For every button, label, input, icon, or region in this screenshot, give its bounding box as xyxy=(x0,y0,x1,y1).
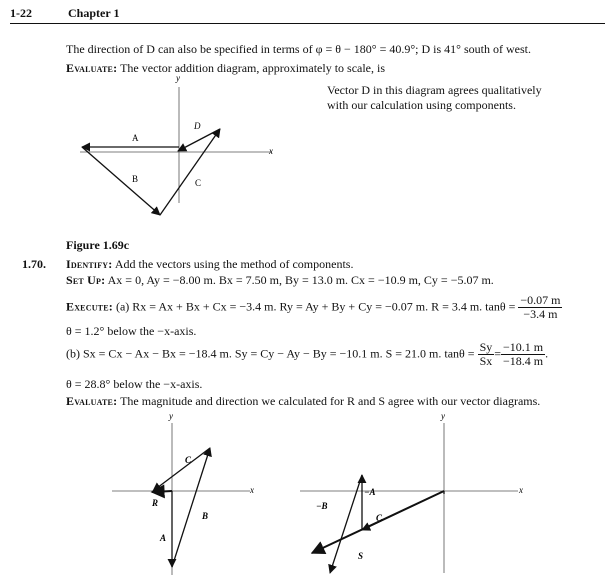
execute-line-b: (b) Sx = Cx − Ax − Bx = −18.4 m. Sy = Cy − Ay − By = −10.1 m. S = 21.0 m. tanθ = $\frac{Sy}{Sx}$ = $\frac{-10.1 m}{-18.4 m}$ . xyxy=(66,340,549,368)
vector-C xyxy=(153,448,210,491)
label-S: S xyxy=(358,551,364,561)
label-C: C xyxy=(195,178,202,188)
figure-caption: Figure 1.69c xyxy=(66,238,130,252)
fraction-b2 xyxy=(501,341,545,368)
label-negA: −A xyxy=(364,487,376,497)
vector-C xyxy=(160,129,220,215)
label-C: C xyxy=(185,455,192,465)
identify-line xyxy=(66,257,353,272)
vector-B xyxy=(172,448,210,567)
side-note-line-1: Vector D in this diagram agrees qualitatively xyxy=(327,83,542,97)
vector-R xyxy=(152,491,172,492)
evaluate-label-2: Evaluate: xyxy=(66,394,118,408)
setup-label: Set Up: xyxy=(66,273,106,287)
fraction-b1 xyxy=(478,341,495,368)
vector-D xyxy=(178,129,220,151)
axis-label-y: y xyxy=(176,73,180,83)
header-rule xyxy=(10,23,605,24)
fraction-b2-denominator: −18.4 m xyxy=(503,354,544,368)
label-D: D xyxy=(194,121,201,131)
fraction-b1-denominator: Sx xyxy=(479,354,493,368)
label-C: C xyxy=(376,513,383,523)
execute-b-text: (b) Sx = Cx − Ax − Bx = −18.4 m. Sy = Cy − Ay − By = −10.1 m. S = 21.0 m. tanθ = xyxy=(66,346,475,361)
label-B: B xyxy=(202,511,209,521)
figure-vector-S xyxy=(290,413,530,583)
axis-label-y: y xyxy=(441,411,445,421)
execute-line-a xyxy=(66,294,562,321)
side-note-line-2: with our calculation using components. xyxy=(327,98,516,112)
vector-B xyxy=(82,147,160,215)
label-negB: −B xyxy=(316,501,328,511)
label-A: A xyxy=(160,533,167,543)
theta-a-line: θ = 1.2° below the −x-axis. xyxy=(66,324,197,338)
label-A: A xyxy=(132,133,139,143)
theta-b-line: θ = 28.8° below the −x-axis. xyxy=(66,377,203,391)
axis-label-x: x xyxy=(269,146,273,156)
identify-label: Identify: xyxy=(66,257,113,271)
figure-1-69c xyxy=(80,75,280,235)
evaluate-label: Evaluate: xyxy=(66,61,118,75)
evaluate-line-2 xyxy=(66,394,540,409)
figure-vector-R xyxy=(110,411,270,580)
setup-line xyxy=(66,273,494,288)
execute-label: Execute: xyxy=(66,299,113,314)
evaluate-text: The vector addition diagram, approximately to scale, is xyxy=(120,61,386,75)
axis-label-y: y xyxy=(169,411,173,421)
fraction-b2-numerator: −10.1 m xyxy=(503,340,544,354)
chapter-title: Chapter 1 xyxy=(68,6,120,20)
problem-number: 1.70. xyxy=(22,257,46,271)
fraction-a xyxy=(518,294,562,321)
fraction-b1-numerator: Sy xyxy=(479,340,493,354)
setup-text: Ax = 0, Ay = −8.00 m. Bx = 7.50 m, By = 13.0 m. Cx = −10.9 m, Cy = −5.07 m. xyxy=(107,273,494,287)
label-B: B xyxy=(132,174,139,184)
text-line-direction: The direction of D can also be specified in terms of φ = θ − 180° = 40.9°; D is 41° south of west. xyxy=(66,42,531,56)
evaluate-text-2: The magnitude and direction we calculated for R and S agree with our vector diagrams. xyxy=(120,394,541,408)
evaluate-line-1 xyxy=(66,61,385,76)
identify-text: Add the vectors using the method of components. xyxy=(114,257,354,271)
fraction-a-numerator: −0.07 m xyxy=(520,293,561,307)
page-number: 1-22 xyxy=(10,6,32,20)
fraction-a-denominator: −3.4 m xyxy=(523,307,558,321)
axis-label-x: x xyxy=(250,485,254,495)
label-R: R xyxy=(152,498,159,508)
execute-a-text: (a) Rx = Ax + Bx + Cx = −3.4 m. Ry = Ay + By + Cy = −0.07 m. R = 3.4 m. tanθ = xyxy=(115,299,516,314)
axis-label-x: x xyxy=(519,485,523,495)
